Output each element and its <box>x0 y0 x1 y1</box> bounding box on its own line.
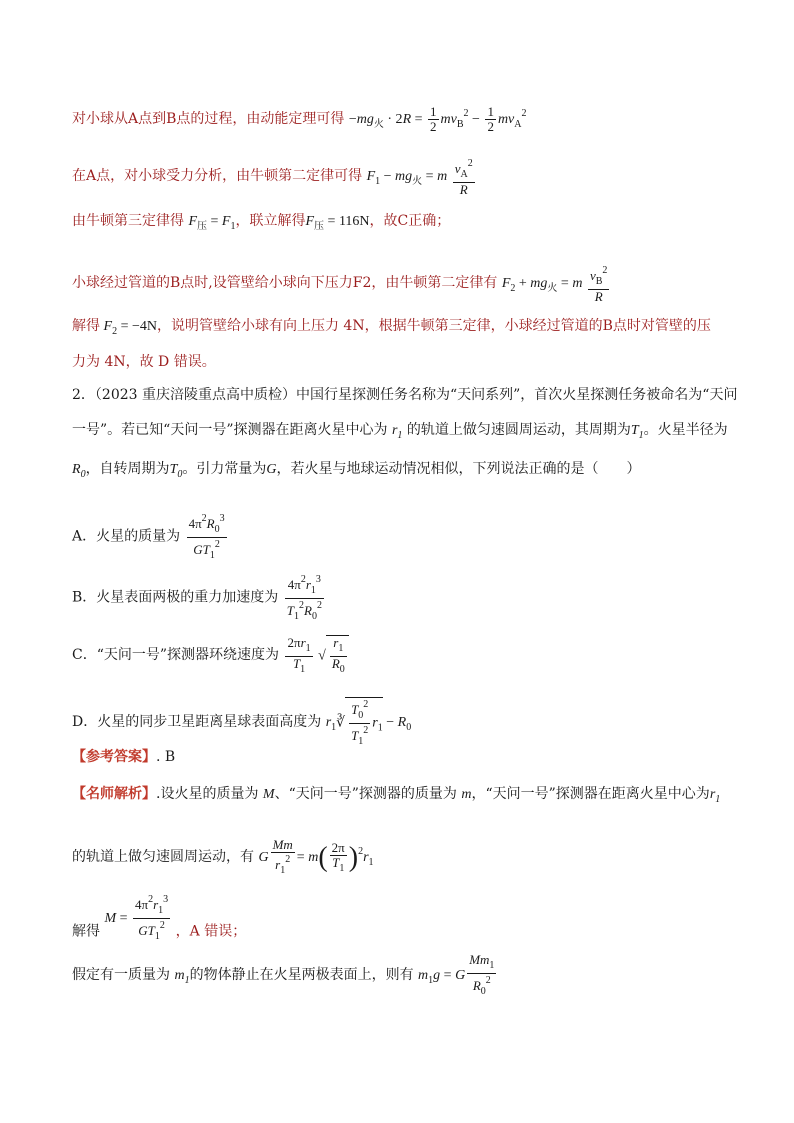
var-m1: $m_1$ <box>174 968 190 987</box>
text-d-wrong: 力为 4N，故 D 错误。 <box>72 354 216 370</box>
option-d[interactable] <box>72 697 411 749</box>
question-2-text-f: ，若火星与地球运动情况相似，下列说法正确的是（ ） <box>276 461 641 477</box>
formula-gravitation-orbit: G $\frac{Mm}{r_1^2}$ = m( $\frac{2\pi}{T_1}$ )$^2r_1$ <box>258 837 374 876</box>
solution-line-3 <box>72 211 450 237</box>
question-2-line-3 <box>72 459 640 485</box>
text-combine: ，联立解得 <box>235 213 306 229</box>
question-2-text-a: 一号”。若已知“天问一号”探测器在距离火星中心为 <box>72 422 388 438</box>
solution-line-2 <box>72 157 477 197</box>
text-point-b: 小球经过管道的B点时,设管壁给小球向下压力F2，由牛顿第二定律有 <box>72 275 498 292</box>
var-r0: $R_0$ <box>72 462 86 480</box>
text-force-analysis-a: 在A点，对小球受力分析，由牛顿第二定律可得 <box>72 168 363 185</box>
option-c[interactable] <box>72 635 349 677</box>
option-c-formula: $\frac{2\pi r_1}{T_1}$ √ $\frac{r_1}{R_0}$ <box>283 648 348 663</box>
question-2-line-2 <box>72 420 728 446</box>
analysis-label: 【名师解析】 <box>72 786 156 802</box>
analysis-line-1 <box>72 784 720 810</box>
var-t1: $T_1$ <box>630 423 644 441</box>
option-d-formula: $r_1∛$ $\frac{T_0^2}{T_1^2}$ $r_1 - R_0$ <box>325 699 412 747</box>
var-t0: $T_0$ <box>169 462 183 480</box>
question-2-line-1 <box>72 385 737 405</box>
solution-line-4 <box>72 264 611 304</box>
formula-pressure-equals: $F_压 = F_1$ <box>188 214 236 232</box>
solution-line-5 <box>72 316 711 342</box>
option-a-formula: $\frac{4\pi^2R_0^3}{GT_1^2}$ <box>188 513 225 561</box>
analysis-text-b: 、“天问一号”探测器的质量为 <box>274 786 457 802</box>
answer-value: . B <box>156 749 176 765</box>
text-kinetic-theorem: 对小球从A点到B点的过程，由动能定理可得 <box>72 111 345 127</box>
analysis-line-4 <box>72 953 498 999</box>
option-c-label: C．“天问一号”探测器环绕速度为 <box>72 647 280 664</box>
solution-line-6 <box>72 352 216 372</box>
analysis-line-3 <box>72 894 247 958</box>
analysis-text-f: 假定有一质量为 <box>72 967 170 984</box>
question-2-stem: 2．（2023 重庆涪陵重点高中质检）中国行星探测任务名称为“天问系列”，首次火星探测任务被命名为“天问 <box>72 387 738 403</box>
text-solve: 解得 <box>72 318 100 334</box>
solution-line-1 <box>72 104 527 135</box>
question-2-text-e: 。引力常量为 <box>182 461 267 477</box>
text-c-correct: ，故C正确； <box>369 213 451 229</box>
analysis-text-c: ，“天问一号”探测器在距离火星中心为 <box>471 786 710 802</box>
analysis-text-d: 的轨道上做匀速圆周运动，有 <box>72 849 254 866</box>
option-a[interactable] <box>72 512 229 563</box>
question-2-text-b: 的轨道上做匀速圆周运动，其周期为 <box>406 422 631 438</box>
formula-newton-a: $F_1 - mg_火 = m$ $\frac{v_A^2}{R}$ <box>366 158 473 197</box>
formula-kinetic-energy: $-mg_火 \cdot 2R$ = $\frac{1}{2}$ $mv_B^2$ − $\frac{1}{2}$ $mv_A^2$ <box>348 104 527 135</box>
option-b[interactable] <box>72 573 326 624</box>
option-b-formula: $\frac{4\pi^2r_1^3}{T_1^2R_0^2}$ <box>286 574 322 622</box>
var-m-small: m <box>461 787 472 802</box>
var-r1: $r_1$ <box>391 423 403 441</box>
formula-newton-b: $F_2 + mg_火 = m$ $\frac{v_B^2}{R}$ <box>501 265 608 304</box>
formula-gravity-surface: $m_1g = G$ $\frac{Mm_1}{R_0^2}$ <box>418 952 495 997</box>
question-2-text-d: ，自转周期为 <box>85 461 170 477</box>
answer-label: 【参考答案】 <box>72 749 156 765</box>
analysis-a-wrong: ，A 错误； <box>175 923 247 940</box>
text-upward-force: ，说明管壁给小球有向上压力 4N，根据牛顿第三定律，小球经过管道的B点时对管壁的压 <box>156 318 711 334</box>
option-a-label: A．火星的质量为 <box>72 528 181 545</box>
question-2-text-c: 。火星半径为 <box>643 422 728 438</box>
var-m-big: M <box>262 787 275 802</box>
var-g: G <box>266 462 277 477</box>
formula-pressure-value: $F_压 = 116N$ <box>305 214 370 232</box>
var-r1-b: $r_1$ <box>709 787 721 805</box>
text-third-law: 由牛顿第三定律得 <box>72 213 184 229</box>
answer-line <box>72 747 175 767</box>
formula-f2-value: $F_2 = -4N$ <box>103 319 157 337</box>
option-d-label: D．火星的同步卫星距离星球表面高度为 <box>72 714 322 731</box>
analysis-text-e: 解得 <box>72 923 100 940</box>
analysis-text-g: 的物体静止在火星两极表面上，则有 <box>189 967 414 984</box>
analysis-text-a: .设火星的质量为 <box>156 786 259 802</box>
formula-mass-result: M = $\frac{4\pi^2r_1^3}{GT_1^2}$ <box>104 894 169 942</box>
option-b-label: B．火星表面两极的重力加速度为 <box>72 589 279 606</box>
analysis-line-2 <box>72 838 374 878</box>
